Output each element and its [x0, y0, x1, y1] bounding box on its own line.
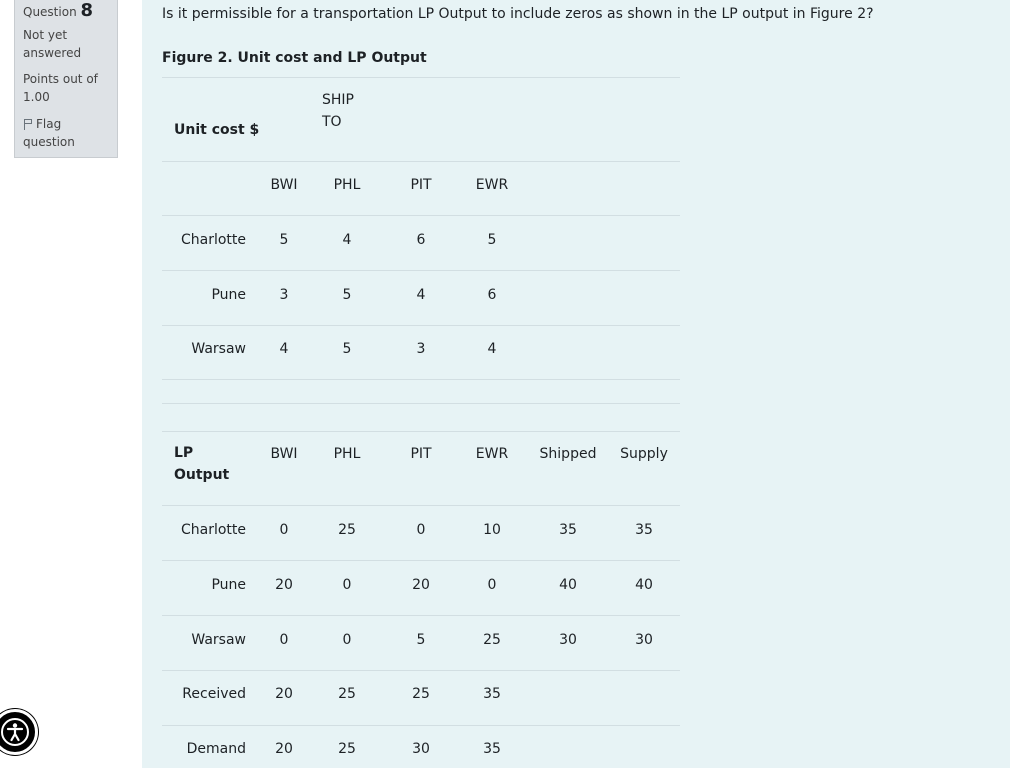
- lp-output-col-header: BWI: [270, 446, 298, 462]
- unit-cost-value: 5: [342, 287, 352, 303]
- lp-output-value: 20: [275, 577, 293, 593]
- question-text: Is it permissible for a transportation LP Output to include zeros as shown in the LP output in Figure 2?: [162, 6, 874, 22]
- unit-cost-value: 4: [487, 341, 497, 357]
- lp-output-value: 0: [416, 522, 426, 538]
- lp-output-value: 0: [487, 577, 497, 593]
- unit-cost-value: 5: [342, 341, 352, 357]
- unit-cost-value: 3: [416, 341, 426, 357]
- lp-output-title-line1: LP: [174, 445, 194, 461]
- lp-output-value: 5: [416, 632, 426, 648]
- lp-output-value: 20: [275, 686, 293, 702]
- lp-output-col-header: EWR: [475, 446, 509, 462]
- table-divider: [162, 161, 680, 162]
- lp-output-value: 40: [559, 577, 577, 593]
- lp-output-col-header: Shipped: [539, 446, 597, 462]
- question-formulation: [142, 0, 1010, 768]
- lp-output-value: 30: [635, 632, 653, 648]
- lp-output-value: 35: [559, 522, 577, 538]
- ship-to-label-line2: TO: [322, 114, 342, 130]
- table-divider: [162, 379, 680, 380]
- accessibility-icon: [0, 717, 30, 747]
- table-divider: [162, 215, 680, 216]
- lp-output-row-label: Demand: [186, 741, 246, 757]
- lp-output-value: 40: [635, 577, 653, 593]
- lp-output-value: 10: [483, 522, 501, 538]
- unit-cost-value: 6: [487, 287, 497, 303]
- table-divider: [162, 403, 680, 404]
- lp-output-value: 0: [342, 577, 352, 593]
- lp-output-value: 25: [338, 741, 356, 757]
- lp-output-col-header: Supply: [620, 446, 668, 462]
- flag-icon: [23, 119, 33, 129]
- lp-output-value: 35: [635, 522, 653, 538]
- ship-to-label-line1: SHIP: [322, 92, 354, 108]
- figure-title: Figure 2. Unit cost and LP Output: [162, 50, 427, 66]
- lp-output-value: 25: [338, 686, 356, 702]
- lp-output-row-label: Pune: [211, 577, 246, 593]
- lp-output-row-label: Received: [182, 686, 246, 702]
- question-label: Question: [23, 5, 77, 19]
- lp-output-value: 20: [275, 741, 293, 757]
- table-divider: [162, 670, 680, 671]
- unit-cost-value: 3: [279, 287, 289, 303]
- lp-output-col-header: PHL: [333, 446, 361, 462]
- question-number-value: 8: [80, 0, 94, 21]
- table-divider: [162, 270, 680, 271]
- unit-cost-row-label: Pune: [211, 287, 246, 303]
- lp-output-col-header: PIT: [410, 446, 432, 462]
- lp-output-value: 0: [342, 632, 352, 648]
- lp-output-value: 30: [559, 632, 577, 648]
- table-divider: [162, 77, 680, 78]
- flag-question-label: Flag question: [23, 117, 75, 149]
- unit-cost-row-label: Warsaw: [191, 341, 246, 357]
- lp-output-value: 25: [338, 522, 356, 538]
- question-grade: Points out of 1.00: [23, 72, 98, 104]
- lp-output-value: 25: [483, 632, 501, 648]
- flag-question-link[interactable]: [23, 115, 115, 151]
- table-divider: [162, 725, 680, 726]
- unit-cost-value: 4: [342, 232, 352, 248]
- question-info: [14, 0, 118, 158]
- unit-cost-value: 4: [416, 287, 426, 303]
- lp-output-value: 0: [279, 522, 289, 538]
- unit-cost-col-header: EWR: [475, 177, 509, 193]
- lp-output-value: 35: [483, 686, 501, 702]
- table-divider: [162, 560, 680, 561]
- lp-output-row-label: Warsaw: [191, 632, 246, 648]
- lp-output-title-line2: Output: [174, 467, 230, 483]
- lp-output-row-label: Charlotte: [180, 522, 246, 538]
- lp-output-value: 0: [279, 632, 289, 648]
- unit-cost-col-header: PHL: [333, 177, 361, 193]
- question-number: [23, 0, 93, 21]
- unit-cost-col-header: BWI: [270, 177, 298, 193]
- table-divider: [162, 615, 680, 616]
- question-state: Not yet answered: [23, 28, 82, 60]
- lp-output-value: 30: [412, 741, 430, 757]
- unit-cost-value: 4: [279, 341, 289, 357]
- unit-cost-value: 5: [279, 232, 289, 248]
- accessibility-button[interactable]: [0, 709, 38, 755]
- table-divider: [162, 325, 680, 326]
- unit-cost-col-header: PIT: [410, 177, 432, 193]
- unit-cost-value: 5: [487, 232, 497, 248]
- unit-cost-row-label: Charlotte: [180, 232, 246, 248]
- lp-output-value: 20: [412, 577, 430, 593]
- lp-output-value: 35: [483, 741, 501, 757]
- lp-output-value: 25: [412, 686, 430, 702]
- unit-cost-value: 6: [416, 232, 426, 248]
- table-divider: [162, 431, 680, 432]
- unit-cost-title: Unit cost $: [174, 122, 260, 138]
- table-divider: [162, 505, 680, 506]
